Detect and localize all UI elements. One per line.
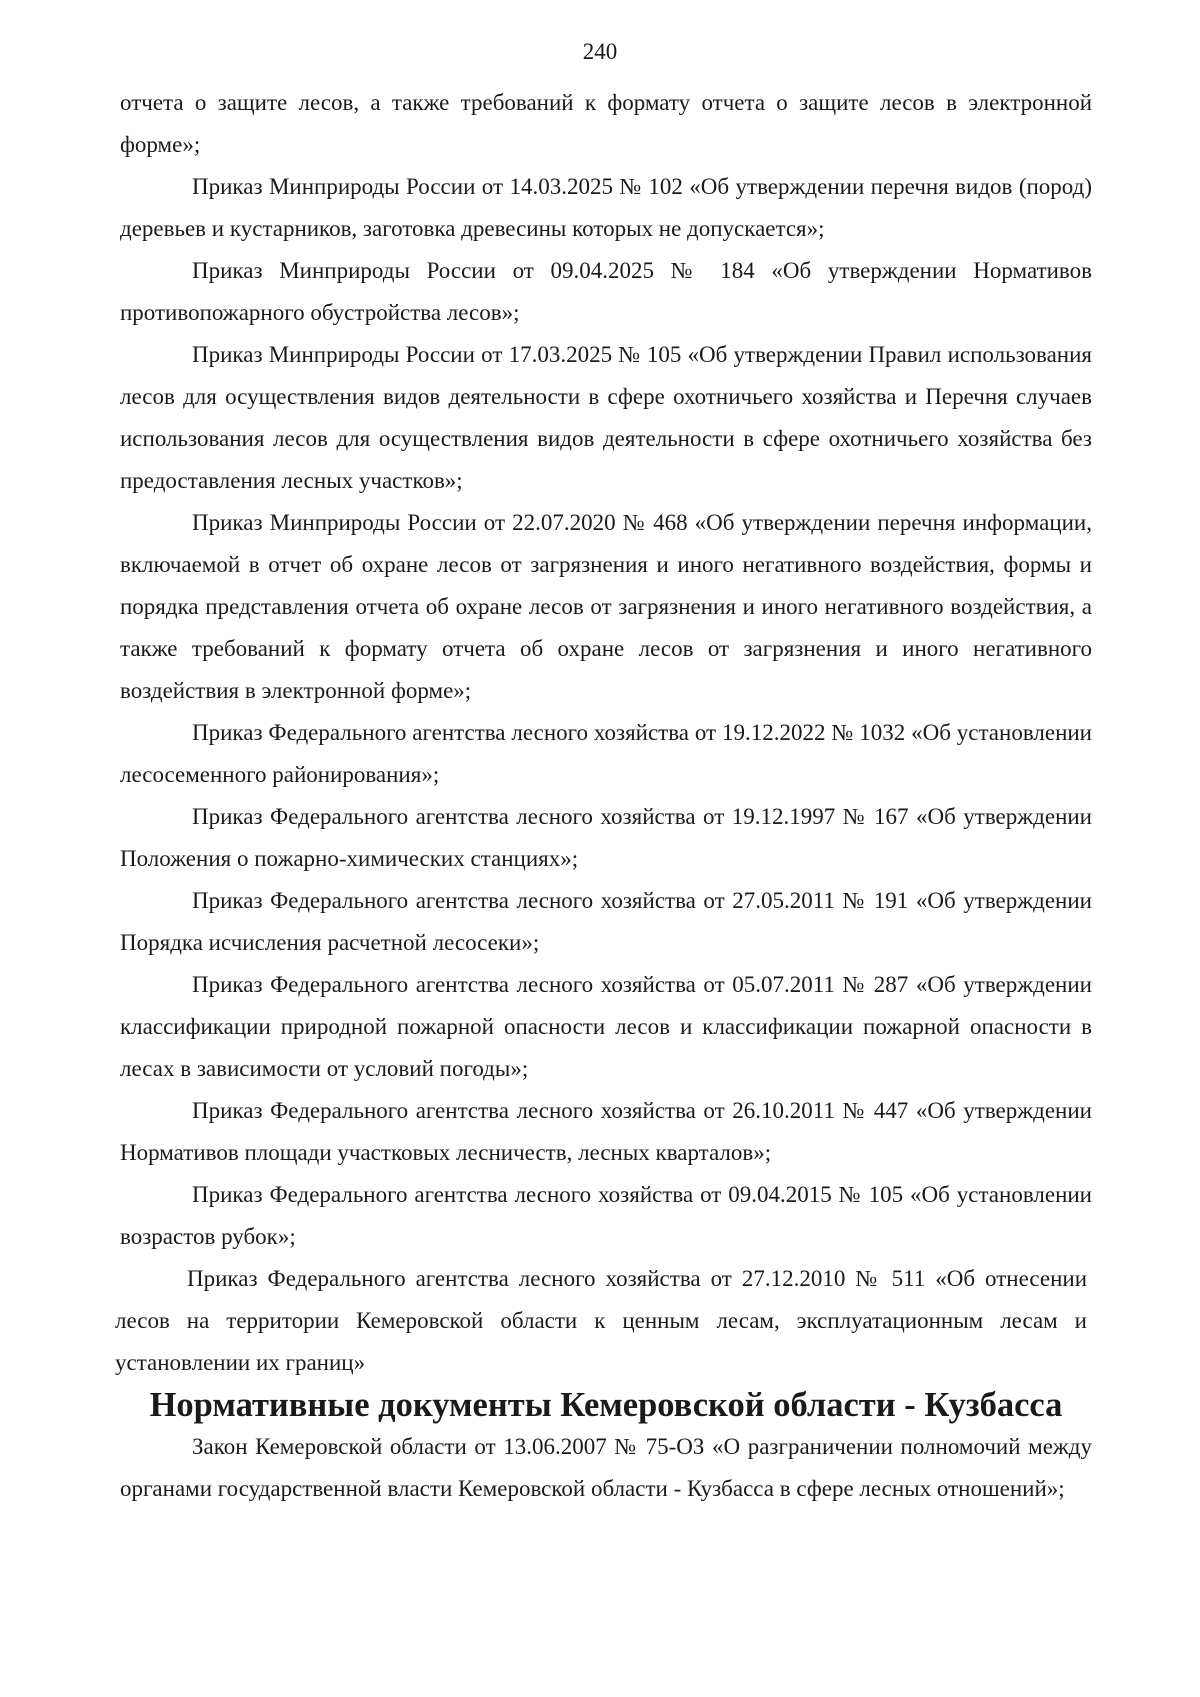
section-heading: Нормативные документы Кемеровской области - Кузбасса: [149, 1386, 1063, 1424]
paragraph-order-167: Приказ Федерального агентства лесного хозяйства от 19.12.1997 № 167 «Об утверждении Положения о пожарно-химических станциях»;: [120, 804, 1092, 871]
page-number: 240: [582, 39, 618, 64]
paragraph-order-287: Приказ Федерального агентства лесного хозяйства от 05.07.2011 № 287 «Об утверждении классификации природной пожарной опасности лесов и классификации пожарной опасности в лесах в зависимости от условий погоды»;: [120, 972, 1092, 1081]
paragraph-order-105-2025: Приказ Минприроды России от 17.03.2025 № 105 «Об утверждении Правил использования лесов для осуществления видов деятельности в сфере охотничьего хозяйства и Перечня случаев использования лесов для осуществления видов деятельности в сфере охотничьего хозяйства без предоставления лесных участков»;: [120, 342, 1092, 493]
paragraph-order-447: Приказ Федерального агентства лесного хозяйства от 26.10.2011 № 447 «Об утверждении Нормативов площади участковых лесничеств, лесных кварталов»;: [120, 1098, 1092, 1165]
document-body: [115, 82, 1092, 1510]
paragraph-law-75-oz: Закон Кемеровской области от 13.06.2007 № 75-ОЗ «О разграничении полномочий между органами государственной власти Кемеровской области - Кузбасса в сфере лесных отношений»;: [120, 1434, 1092, 1501]
paragraph-continuation: отчета о защите лесов, а также требований к формату отчета о защите лесов в электронной форме»;: [120, 90, 1092, 157]
paragraph-order-105-2015: Приказ Федерального агентства лесного хозяйства от 09.04.2015 № 105 «Об установлении возрастов рубок»;: [120, 1182, 1092, 1249]
paragraph-order-511: Приказ Федерального агентства лесного хозяйства от 27.12.2010 № 511 «Об отнесении лесов на территории Кемеровской области к ценным лесам, эксплуатационным лесам и установлении их границ»: [115, 1266, 1087, 1375]
paragraph-order-184: Приказ Минприроды России от 09.04.2025 № 184 «Об утверждении Нормативов противопожарного обустройства лесов»;: [120, 258, 1092, 325]
paragraph-order-191: Приказ Федерального агентства лесного хозяйства от 27.05.2011 № 191 «Об утверждении Порядка исчисления расчетной лесосеки»;: [120, 888, 1092, 955]
paragraph-order-468: Приказ Минприроды России от 22.07.2020 № 468 «Об утверждении перечня информации, включаемой в отчет об охране лесов от загрязнения и иного негативного воздействия, формы и порядка представления отчета об охране лесов от загрязнения и иного негативного воздействия, а также требований к формату отчета об охране лесов от загрязнения и иного негативного воздействия в электронной форме»;: [120, 510, 1092, 703]
paragraph-order-102: Приказ Минприроды России от 14.03.2025 № 102 «Об утверждении перечня видов (пород) деревьев и кустарников, заготовка древесины которых не допускается»;: [120, 174, 1092, 241]
paragraph-order-1032: Приказ Федерального агентства лесного хозяйства от 19.12.2022 № 1032 «Об установлении лесосеменного районирования»;: [120, 720, 1092, 787]
